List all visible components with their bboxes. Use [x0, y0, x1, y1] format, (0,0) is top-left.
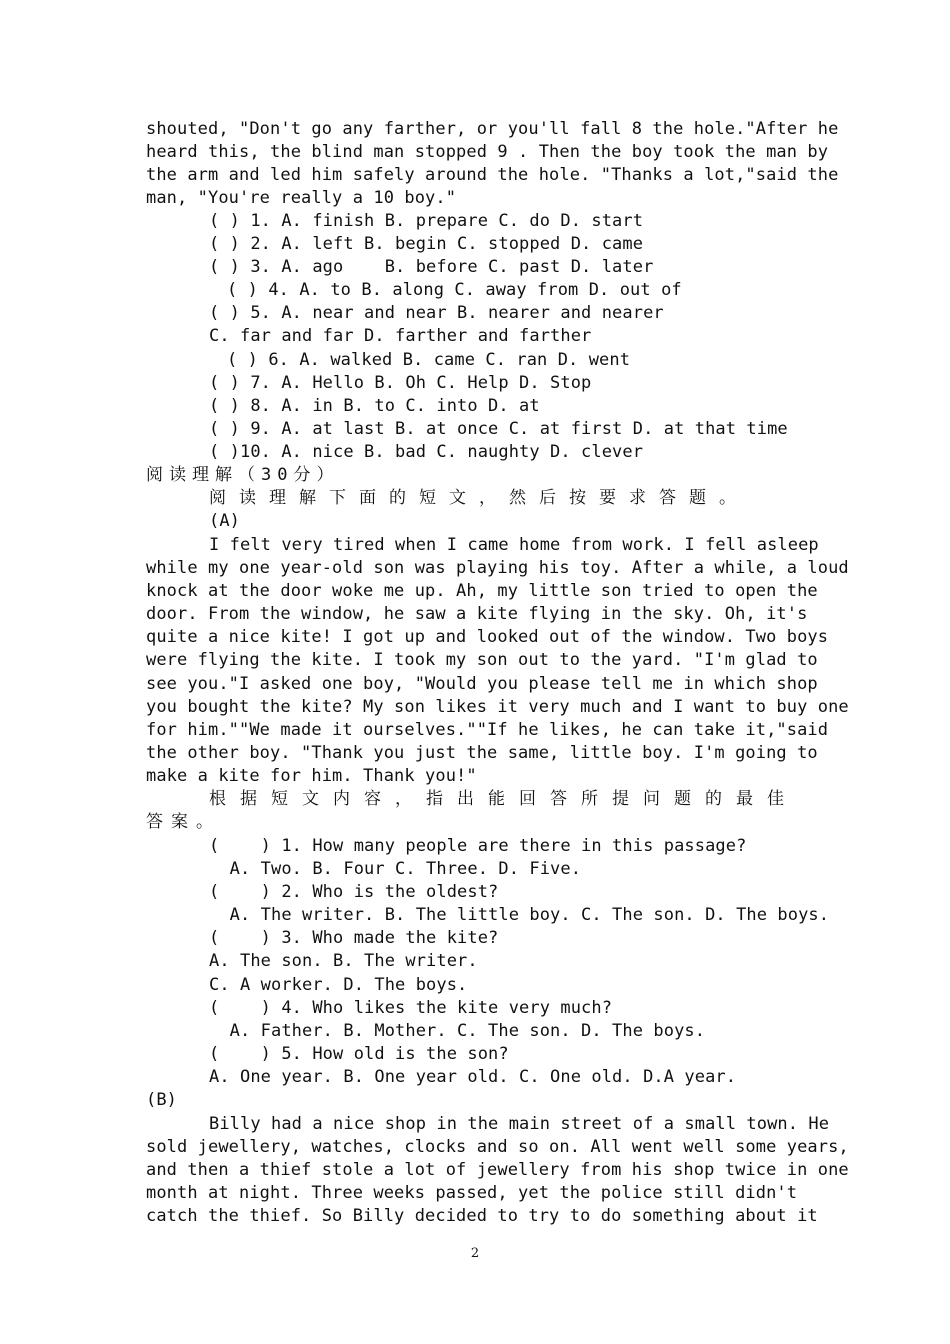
cloze-option: ( ) 7. A. Hello B. Oh C. Help D. Stop — [209, 373, 592, 393]
passage-a-line: were flying the kite. I took my son out to the yard. "I'm glad to — [146, 650, 818, 670]
cloze-option: ( ) 1. A. finish B. prepare C. do D. start — [209, 211, 644, 231]
reading-instruction: 阅读理解下面的短文，然后按要求答题。 — [209, 488, 749, 508]
passage-a-label: (A) — [209, 511, 241, 531]
passage-b-line: month at night. Three weeks passed, yet the police still didn't — [146, 1183, 798, 1203]
passage-a-line: door. From the window, he saw a kite flying in the sky. Oh, it's — [146, 604, 808, 624]
question-line: A. The writer. B. The little boy. C. The son. D. The boys. — [209, 905, 830, 925]
intro-line: man, "You're really a 10 boy." — [146, 188, 457, 208]
passage-a-line: for him.""We made it ourselves.""If he likes, he can take it,"said — [146, 720, 829, 740]
passage-b-line: Billy had a nice shop in the main street of a small town. He — [209, 1114, 830, 1134]
passage-b-line: and then a thief stole a lot of jewellery from his shop twice in one — [146, 1160, 849, 1180]
question-line: ( ) 5. How old is the son? — [209, 1044, 509, 1064]
passage-a-line: the other boy. "Thank you just the same, little boy. I'm going to — [146, 743, 818, 763]
passage-a-line: quite a nice kite! I got up and looked out of the window. Two boys — [146, 627, 829, 647]
cloze-option: ( ) 8. A. in B. to C. into D. at — [209, 396, 540, 416]
intro-line: heard this, the blind man stopped 9 . Then the boy took the man by — [146, 142, 829, 162]
passage-a-line: I felt very tired when I came home from work. I fell asleep — [209, 535, 819, 555]
reading-heading: 阅读理解（30分） — [146, 465, 340, 485]
passage-a-line: knock at the door woke me up. Ah, my little son tried to open the — [146, 581, 818, 601]
question-instruction: 根据短文内容，指出能回答所提问题的最佳 — [209, 789, 798, 809]
question-line: A. Two. B. Four C. Three. D. Five. — [209, 859, 582, 879]
intro-line: shouted, "Don't go any farther, or you'll fall 8 the hole."After he — [146, 119, 839, 139]
cloze-option: ( ) 9. A. at last B. at once C. at first D. at that time — [209, 419, 788, 439]
passage-b-line: catch the thief. So Billy decided to try to do something about it — [146, 1206, 818, 1226]
question-line: ( ) 3. Who made the kite? — [209, 928, 499, 948]
passage-a-line: while my one year-old son was playing his toy. After a while, a loud — [146, 558, 849, 578]
question-line: ( ) 4. Who likes the kite very much? — [209, 998, 613, 1018]
question-instruction-continued: 答案。 — [146, 812, 221, 832]
passage-b-label: (B) — [146, 1090, 178, 1110]
page-number: 2 — [470, 1246, 480, 1261]
question-line: A. The son. B. The writer. — [209, 951, 478, 971]
question-line: C. A worker. D. The boys. — [209, 975, 468, 995]
passage-a-line: you bought the kite? My son likes it very much and I want to buy one — [146, 697, 849, 717]
intro-line: the arm and led him safely around the hole. "Thanks a lot,"said the — [146, 165, 839, 185]
cloze-option: ( ) 2. A. left B. begin C. stopped D. came — [209, 234, 644, 254]
passage-b-line: sold jewellery, watches, clocks and so on. All went well some years, — [146, 1137, 849, 1157]
question-line: ( ) 2. Who is the oldest? — [209, 882, 499, 902]
cloze-option: ( ) 5. A. near and near B. nearer and nearer — [209, 303, 664, 323]
cloze-option: ( ) 3. A. ago B. before C. past D. later — [209, 257, 654, 277]
cloze-option: ( ) 6. A. walked B. came C. ran D. went — [227, 350, 631, 370]
passage-a-line: make a kite for him. Thank you!" — [146, 766, 477, 786]
question-line: ( ) 1. How many people are there in this passage? — [209, 836, 747, 856]
cloze-option: ( ) 4. A. to B. along C. away from D. out of — [227, 280, 682, 300]
cloze-option: ( )10. A. nice B. bad C. naughty D. clever — [209, 442, 644, 462]
question-line: A. Father. B. Mother. C. The son. D. The boys. — [209, 1021, 706, 1041]
cloze-option: C. far and far D. farther and farther — [209, 326, 592, 346]
passage-a-line: see you."I asked one boy, "Would you please tell me in which shop — [146, 674, 818, 694]
question-line: A. One year. B. One year old. C. One old. D.A year. — [209, 1067, 737, 1087]
